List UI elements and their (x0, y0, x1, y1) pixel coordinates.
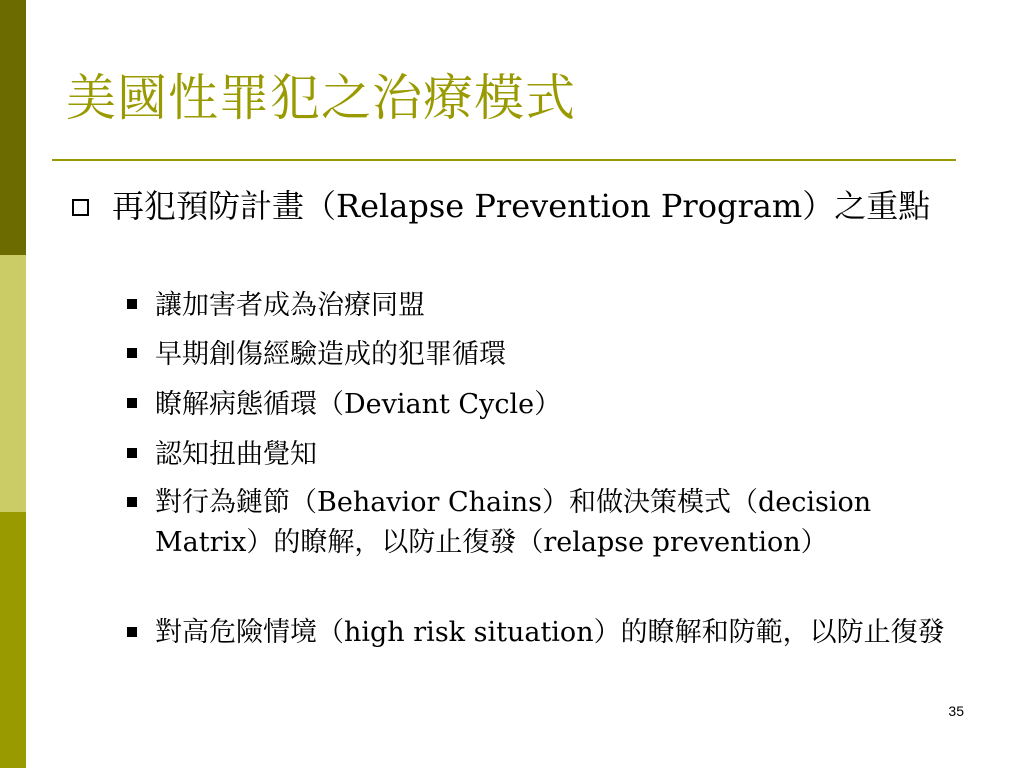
filled-square-bullet-icon (127, 299, 137, 309)
filled-square-bullet-icon (127, 448, 137, 458)
sub-point-1: 讓加害者成為治療同盟 (155, 290, 425, 321)
page-number: 35 (948, 703, 964, 719)
sidebar-band-top (0, 0, 26, 255)
sidebar-decoration (0, 0, 26, 768)
sub-point-2: 早期創傷經驗造成的犯罪循環 (155, 339, 506, 370)
sidebar-band-middle (0, 255, 26, 512)
filled-square-bullet-icon (127, 627, 137, 637)
hollow-square-bullet-icon (72, 199, 89, 216)
sub-point-4: 認知扭曲覺知 (155, 439, 317, 470)
title-underline (52, 159, 956, 161)
filled-square-bullet-icon (127, 398, 137, 408)
main-point: 再犯預防計畫（Relapse Prevention Program）之重點 (112, 187, 931, 225)
filled-square-bullet-icon (127, 497, 137, 507)
slide-title: 美國性罪犯之治療模式 (66, 69, 576, 127)
sub-point-6: 對高危險情境（high risk situation）的瞭解和防範，以防止復發 (155, 617, 945, 648)
sidebar-band-bottom (0, 512, 26, 768)
sub-point-5: 對行為鏈節（Behavior Chains）和做決策模式（decision Matrix）的瞭解，以防止復發（relapse prevention） (155, 487, 872, 558)
filled-square-bullet-icon (127, 348, 137, 358)
sub-point-3: 瞭解病態循環（Deviant Cycle） (155, 389, 562, 420)
